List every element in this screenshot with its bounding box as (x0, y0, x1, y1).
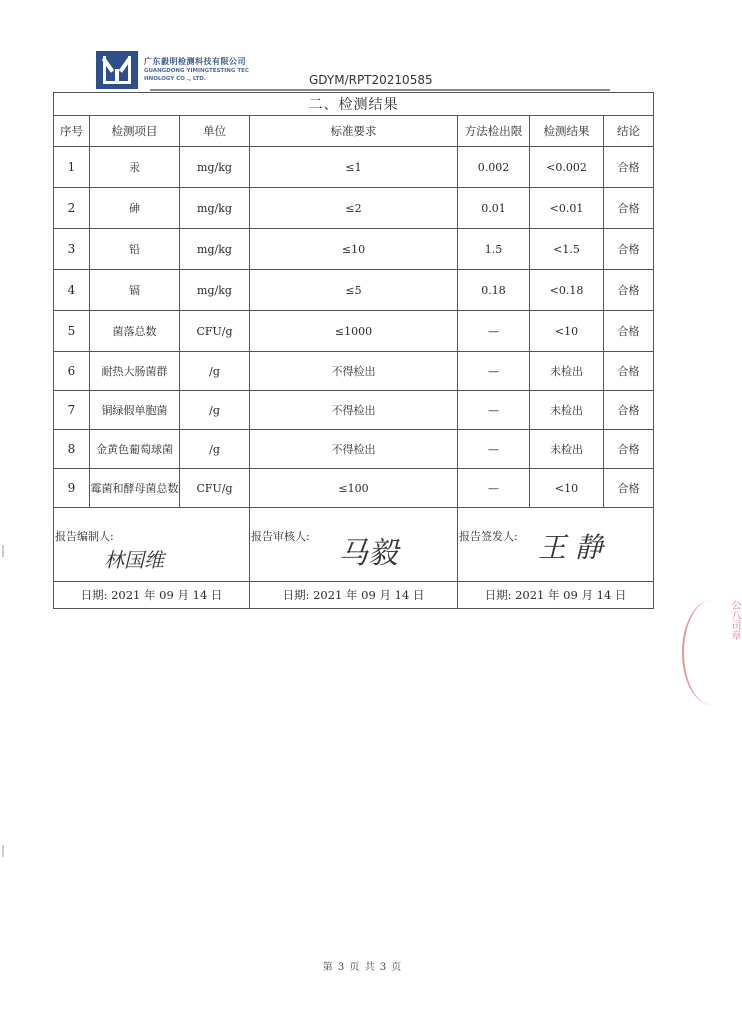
cell-conclusion: 合格 (604, 352, 654, 391)
issuer-signature: 王 静 (538, 531, 603, 564)
reviewer-label: 报告审核人: (251, 530, 310, 543)
issuer-label: 报告签发人: (459, 530, 518, 543)
cell-result: <0.002 (530, 147, 604, 188)
cell-result: 未检出 (530, 352, 604, 391)
cell-no: 3 (54, 229, 90, 270)
cell-limit: 0.01 (458, 188, 530, 229)
cell-result: <0.01 (530, 188, 604, 229)
cell-item: 汞 (90, 147, 180, 188)
cell-limit: 0.18 (458, 270, 530, 311)
cell-unit: mg/kg (180, 188, 250, 229)
cell-standard: ≤5 (250, 270, 458, 311)
table-row (54, 188, 654, 229)
header-divider (150, 89, 610, 91)
cell-no: 9 (54, 469, 90, 508)
column-header-no: 序号 (54, 116, 90, 147)
scan-mark (2, 845, 4, 857)
column-header-item: 检测项目 (90, 116, 180, 147)
table-row (54, 469, 654, 508)
table-header-row (54, 116, 654, 147)
cell-conclusion: 合格 (604, 188, 654, 229)
table-row (54, 229, 654, 270)
scan-mark (2, 545, 4, 557)
cell-no: 8 (54, 430, 90, 469)
cell-unit: /g (180, 352, 250, 391)
cell-limit: 0.002 (458, 147, 530, 188)
company-name-en-2: HNOLOGY CO ., LTD. (144, 76, 206, 82)
cell-conclusion: 合格 (604, 147, 654, 188)
reviewer-signature-cell (250, 508, 458, 582)
cell-standard: ≤1000 (250, 311, 458, 352)
cell-conclusion: 合格 (604, 391, 654, 430)
cell-unit: CFU/g (180, 469, 250, 508)
reviewer-date: 日期: 2021 年 09 月 14 日 (250, 582, 458, 609)
table-row (54, 147, 654, 188)
date-row (54, 582, 654, 609)
cell-item: 菌落总数 (90, 311, 180, 352)
report-header (96, 51, 611, 93)
cell-no: 2 (54, 188, 90, 229)
cell-item: 霉菌和酵母菌总数 (90, 469, 180, 508)
cell-item: 镉 (90, 270, 180, 311)
cell-unit: mg/kg (180, 147, 250, 188)
company-name-en-1: GUANGDONG YIMINGTESTING TEC (144, 68, 249, 74)
cell-result: 未检出 (530, 391, 604, 430)
cell-standard: 不得检出 (250, 352, 458, 391)
cell-result: <10 (530, 311, 604, 352)
cell-conclusion: 合格 (604, 270, 654, 311)
cell-conclusion: 合格 (604, 469, 654, 508)
cell-standard: ≤1 (250, 147, 458, 188)
cell-item: 铜绿假单胞菌 (90, 391, 180, 430)
column-header-standard: 标准要求 (250, 116, 458, 147)
cell-conclusion: 合格 (604, 229, 654, 270)
cell-item: 耐热大肠菌群 (90, 352, 180, 391)
cell-standard: 不得检出 (250, 430, 458, 469)
results-table (53, 92, 654, 609)
table-title: 二、检测结果 (54, 93, 654, 116)
cell-no: 4 (54, 270, 90, 311)
cell-no: 6 (54, 352, 90, 391)
cell-result: <1.5 (530, 229, 604, 270)
cell-result: <0.18 (530, 270, 604, 311)
stamp-text: 公八司章 (729, 600, 740, 640)
cell-limit: — (458, 391, 530, 430)
cell-limit: — (458, 311, 530, 352)
compiler-signature-cell (54, 508, 250, 582)
cell-no: 7 (54, 391, 90, 430)
column-header-unit: 单位 (180, 116, 250, 147)
cell-item: 铅 (90, 229, 180, 270)
cell-unit: /g (180, 430, 250, 469)
company-name-cn: 广东毅明检测科技有限公司 (144, 57, 246, 66)
table-row (54, 311, 654, 352)
company-name (144, 56, 249, 83)
table-row (54, 430, 654, 469)
issuer-signature-cell (458, 508, 654, 582)
column-header-result: 检测结果 (530, 116, 604, 147)
table-row (54, 391, 654, 430)
cell-limit: — (458, 430, 530, 469)
cell-item: 金黄色葡萄球菌 (90, 430, 180, 469)
table-row (54, 270, 654, 311)
cell-limit: — (458, 352, 530, 391)
company-logo-icon (96, 51, 138, 89)
cell-result: 未检出 (530, 430, 604, 469)
cell-conclusion: 合格 (604, 311, 654, 352)
cell-standard: ≤10 (250, 229, 458, 270)
compiler-date: 日期: 2021 年 09 月 14 日 (54, 582, 250, 609)
cell-standard: ≤100 (250, 469, 458, 508)
page-number: 第 3 页 共 3 页 (322, 962, 403, 973)
cell-result: <10 (530, 469, 604, 508)
issuer-date: 日期: 2021 年 09 月 14 日 (458, 582, 654, 609)
cell-no: 1 (54, 147, 90, 188)
cell-limit: 1.5 (458, 229, 530, 270)
compiler-signature: 林国维 (104, 548, 164, 572)
cell-unit: mg/kg (180, 229, 250, 270)
cell-unit: mg/kg (180, 270, 250, 311)
compiler-label: 报告编制人: (55, 530, 114, 543)
reviewer-signature: 马毅 (338, 536, 398, 571)
report-number: GDYM/RPT20210585 (309, 73, 433, 87)
cell-unit: CFU/g (180, 311, 250, 352)
cell-standard: 不得检出 (250, 391, 458, 430)
company-seal-stamp (682, 600, 742, 705)
cell-limit: — (458, 469, 530, 508)
cell-standard: ≤2 (250, 188, 458, 229)
column-header-limit: 方法检出限 (458, 116, 530, 147)
column-header-conclusion: 结论 (604, 116, 654, 147)
cell-no: 5 (54, 311, 90, 352)
cell-item: 砷 (90, 188, 180, 229)
cell-unit: /g (180, 391, 250, 430)
cell-conclusion: 合格 (604, 430, 654, 469)
table-row (54, 352, 654, 391)
signature-row (54, 508, 654, 582)
